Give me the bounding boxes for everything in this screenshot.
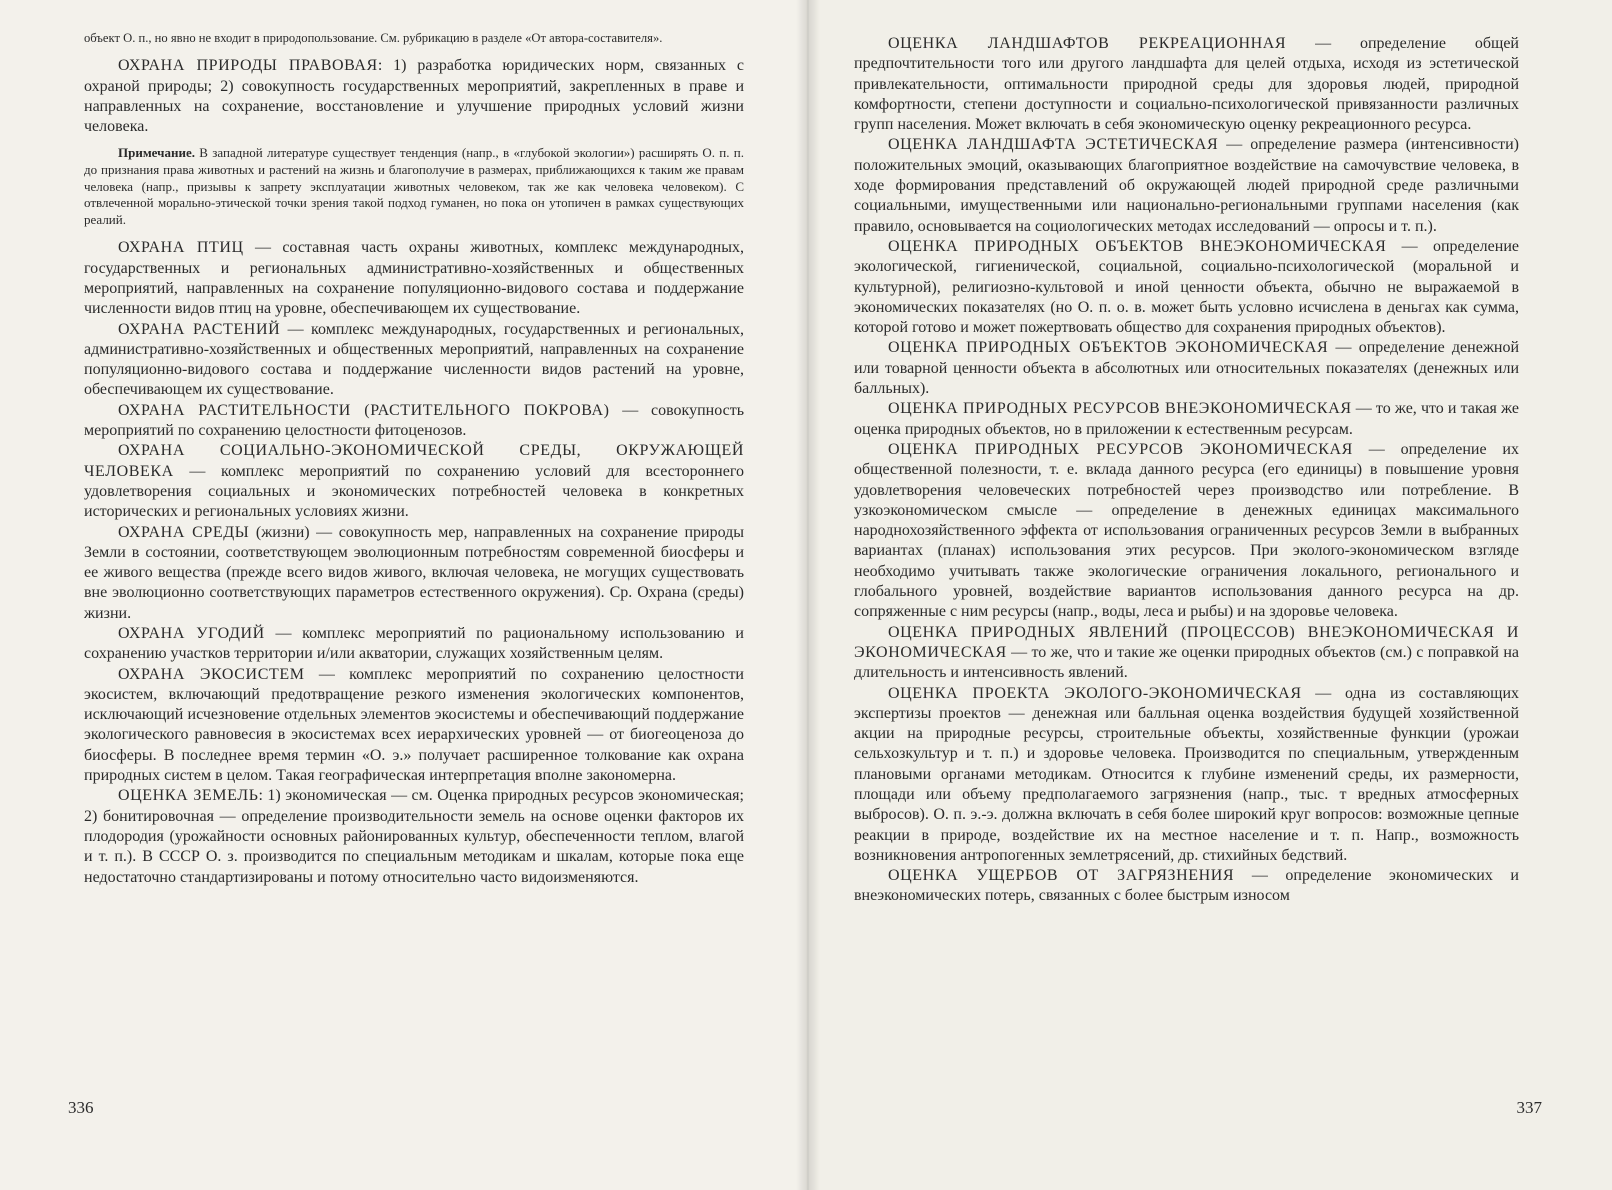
entry-head: ОЦЕНКА ПРОЕКТА ЭКОЛОГО-ЭКОНОМИЧЕСКАЯ bbox=[888, 684, 1302, 702]
entry-head: ОЦЕНКА УЩЕРБОВ ОТ ЗАГРЯЗНЕНИЯ bbox=[888, 867, 1235, 885]
entry bbox=[84, 523, 744, 624]
entry-head: ОЦЕНКА ПРИРОДНЫХ ОБЪЕКТОВ ВНЕЭКОНОМИЧЕСКАЯ bbox=[888, 237, 1387, 255]
entry-head: ОХРАНА СРЕДЫ bbox=[118, 523, 250, 541]
entry bbox=[84, 320, 744, 401]
entry-head: ОХРАНА РАСТИТЕЛЬНОСТИ (РАСТИТЕЛЬНОГО ПОКРОВА) bbox=[118, 401, 610, 419]
entry-text: — комплекс мероприятий по сохранению целостности экосистем, включающий предотвращение резкого изменения экологических компонентов, исключающий исчезновение отдельных элементов экосистемы и обеспечивающий поддержание экологического равновесия в экосистемах всех иерархических уровней — от биогеоценоза до биосферы. В последнее время термин «О. э.» получает расширенное толкование как охрана природных систем в целом. Такая географическая интерпретация вполне закономерна. bbox=[84, 665, 744, 785]
entry-head: ОХРАНА ПРИРОДЫ ПРАВОВАЯ bbox=[118, 57, 378, 75]
entry bbox=[854, 237, 1519, 338]
entry-head: ОЦЕНКА ЗЕМЕЛЬ bbox=[118, 787, 259, 805]
entry bbox=[854, 684, 1519, 867]
book-gutter bbox=[796, 0, 820, 1190]
entry-head: ОЦЕНКА ЛАНДШАФТА ЭСТЕТИЧЕСКАЯ bbox=[888, 136, 1219, 154]
right-page bbox=[806, 0, 1612, 1190]
page-number-left: 336 bbox=[68, 1098, 94, 1117]
entry-head: ОЦЕНКА ПРИРОДНЫХ РЕСУРСОВ ЭКОНОМИЧЕСКАЯ bbox=[888, 440, 1353, 458]
left-column bbox=[84, 30, 744, 888]
entry-head: ОЦЕНКА ПРИРОДНЫХ ЯВЛЕНИЙ (ПРОЦЕССОВ) ВНЕЭКОНОМИЧЕСКАЯ И ЭКОНОМИЧЕСКАЯ bbox=[854, 623, 1519, 661]
page-number-right: 337 bbox=[1516, 1098, 1542, 1117]
entry bbox=[84, 786, 744, 887]
entry-head: ОЦЕНКА ПРИРОДНЫХ ОБЪЕКТОВ ЭКОНОМИЧЕСКАЯ bbox=[888, 339, 1329, 357]
right-column bbox=[854, 34, 1519, 907]
entry bbox=[854, 623, 1519, 684]
entry-text: — определение их общественной полезности, т. е. вклада данного ресурса (его единицы) в повышение уровня удовлетворения человеческих потребностей через производство или потребление. В узкоэкономическом смысле — определение в денежных единицах максимального народнохозяйственного эффекта от использования ограниченных ресурсов Земли в выбранных вариантах (планах) использования этих ресурсов. При эколого-экономическом взгляде необходимо учитывать также экологические ограничения локального, регионального и глобального уровней, воздействие вариантов использования данного ресурса на др. сопряженные с ним ресурсы (напр., воды, леса и рыбы) и на здоровье человека. bbox=[854, 440, 1519, 621]
entry bbox=[854, 338, 1519, 399]
entry bbox=[854, 135, 1519, 236]
entry-text: — определение общей предпочтительности того или другого ландшафта для целей отдыха, исходя из эстетической привлекательности, оптимальности природной среды для здоровья людей, природной комфортности, степени доступности и социально-психологической привязанности различных групп населения. Может включать в себя экономическую оценку рекреационного ресурса. bbox=[854, 35, 1519, 134]
entry bbox=[854, 440, 1519, 623]
entry-text: : 1) экономическая — см. Оценка природных ресурсов экономическая; 2) бонитировочная — определение производительности земель на основе оценки факторов их плодородия (урожайности основных районированных культур, обеспеченности теплом, влагой и т. п.). В СССР О. з. производится по специальным методикам и шкалам, которые пока еще недостаточно стандартизированы и потому относительно часто видоизменяются. bbox=[84, 787, 744, 886]
entry bbox=[84, 624, 744, 665]
note bbox=[84, 145, 744, 228]
entry-text: (жизни) — совокупность мер, направленных на сохранение природы Земли в состоянии, соответствующем эволюционным потребностям современной биосферы и ее живого вещества (прежде всего видов живого, включая человека, не могущих существовать вне эволюционно соответствующих параметров естественного окружения). Ср. Охрана (среды) жизни. bbox=[84, 523, 744, 622]
entry-text: — комплекс мероприятий по сохранению условий для всестороннего удовлетворения социальных и экономических потребностей человека в конкретных исторических и региональных условиях жизни. bbox=[84, 462, 744, 521]
note-label: Примечание. bbox=[118, 145, 195, 161]
entry bbox=[84, 665, 744, 787]
entry-text: — то же, что и такие же оценки природных объектов (см.) с поправкой на длительность и интенсивность явлений. bbox=[854, 643, 1519, 682]
entry bbox=[84, 441, 744, 522]
entry-head: ОХРАНА УГОДИЙ bbox=[118, 625, 265, 642]
entry-head: ОЦЕНКА ЛАНДШАФТОВ РЕКРЕАЦИОННАЯ bbox=[888, 35, 1287, 52]
entry-text: — совокупность мероприятий по сохранению целостности фитоценозов. bbox=[84, 401, 744, 440]
entry-head: ОХРАНА ЭКОСИСТЕМ bbox=[118, 665, 305, 683]
entry bbox=[854, 399, 1519, 440]
intro-text: объект О. п., но явно не входит в природопользование. См. рубрикацию в разделе «От автора-составителя». bbox=[84, 31, 663, 45]
entry-head: ОХРАНА ПТИЦ bbox=[118, 239, 244, 257]
entry bbox=[84, 56, 744, 137]
entry-text: : 1) разработка юридических норм, связанных с охраной природы; 2) совокупность государственных мероприятий, закрепленных в праве и направленных на сохранение, восстановление и улучшение природных условий жизни человека. bbox=[84, 57, 744, 136]
note-text: В западной литературе существует тенденция (напр., в «глубокой экологии») расширять О. п. п. до признания права животных и растений на жизнь и благополучие в размерах, приближающихся к таким же правам человека (напр., призывы к запрету эксплуатации животных человеком, так же как человека человеком). С отвлеченной морально-этической точки зрения такой подход гуманен, но пока он утопичен в рамках существующих реалий. bbox=[84, 145, 744, 227]
entry-text: — то же, что и такая же оценка природных объектов, но в приложении к естественным ресурсам. bbox=[854, 400, 1519, 438]
entry-text: — определение размера (интенсивности) положительных эмоций, оказывающих благоприятное воздействие на самочувствие человека, в ходе формирования представлений об окружающей людей природной среде различными социальными, имущественными или национально-региональными группами населения (как правило, основывается на социологических методах исследований — опросы и т. п.). bbox=[854, 136, 1519, 235]
entry-text: — определение экономических и внеэкономических потерь, связанных с более быстрым износом bbox=[854, 867, 1519, 905]
entry bbox=[854, 34, 1519, 135]
entry-head: ОХРАНА СОЦИАЛЬНО-ЭКОНОМИЧЕСКОЙ СРЕДЫ, ОКРУЖАЮЩЕЙ ЧЕЛОВЕКА bbox=[84, 442, 744, 480]
entry-head: ОЦЕНКА ПРИРОДНЫХ РЕСУРСОВ ВНЕЭКОНОМИЧЕСКАЯ bbox=[888, 400, 1352, 418]
entry-text: — составная часть охраны животных, комплекс международных, государственных и региональных административно-хозяйственных и общественных мероприятий, направленных на сохранение популяционно-видового состава и поддержание численности видов птиц на уровне, обеспечивающем их существование. bbox=[84, 239, 744, 318]
entry bbox=[854, 866, 1519, 907]
entry bbox=[84, 238, 744, 319]
entry-head: ОХРАНА РАСТЕНИЙ bbox=[118, 320, 281, 338]
entry-text: — комплекс мероприятий по рациональному использованию и сохранению участков территории и/или акватории, служащих хозяйственным целям. bbox=[84, 625, 744, 663]
entry-text: — комплекс международных, государственных и региональных, административно-хозяйственных и общественных мероприятий, направленных на сохранение популяционно-видового состава и поддержание численности видов растений на уровне, обеспечивающем их существование. bbox=[84, 320, 744, 399]
entry bbox=[84, 401, 744, 442]
entry-text: — одна из составляющих экспертизы проектов — денежная или балльная оценка воздействия будущей хозяйственной акции на природные ресурсы, строительные объекты, хозяйственные функции (урожаи сельхозкультур и т. п.) и здоровье человека. Производится по специальным, утвержденным плановыми органами методикам. Относится к глубине изменений среды, их размерности, площади или объему предполагаемого загрязнения (напр., тыс. т вредных атмосферных выбросов). О. п. э.-э. должна включать в себя более широкий круг вопросов: возможные цепные реакции в природе, воздействие их на местное население и т. п. Напр., возможность возникновения антропогенных землетрясений, др. стихийных бедствий. bbox=[854, 684, 1520, 864]
entry-text: — определение экологической, гигиенической, социальной, социально-психологической (моральной и культурной), религиозно-культовой и иной ценности объекта, обычно не выражаемой в экономических показателях (но О. п. о. в. может быть условно исчислена в деньгах как сумма, которой готово и может пожертвовать общество для сохранения природных объектов). bbox=[854, 237, 1519, 337]
entry-text: — определение денежной или товарной ценности объекта в абсолютных или относительных показателях (денежных или балльных). bbox=[854, 339, 1519, 398]
